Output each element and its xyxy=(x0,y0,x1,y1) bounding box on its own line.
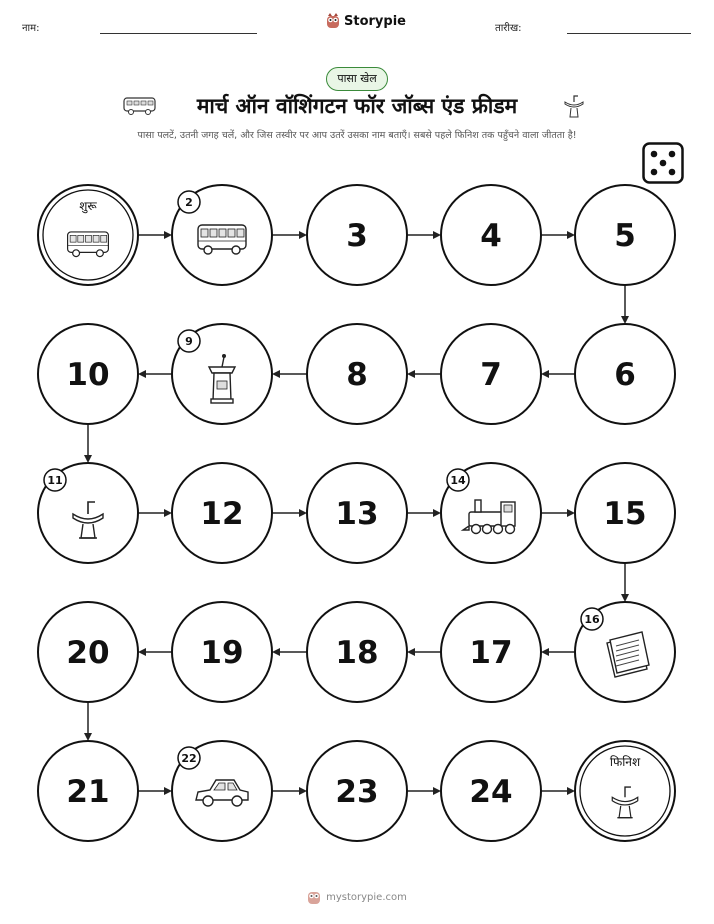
path-arrow xyxy=(407,648,441,656)
finish-label: फिनिश xyxy=(609,755,641,769)
path-arrow xyxy=(541,509,575,517)
path-arrow xyxy=(272,370,307,378)
brand-name: Storypie xyxy=(344,13,406,29)
start-label: शुरू xyxy=(79,199,97,213)
space-number: 12 xyxy=(200,496,244,532)
path-arrow xyxy=(541,648,575,656)
path-arrow xyxy=(541,370,575,378)
board-space-1[interactable] xyxy=(38,185,138,285)
bus-icon xyxy=(198,225,246,254)
board-space-4[interactable] xyxy=(441,185,541,285)
path-arrow xyxy=(621,285,629,324)
board-space-8[interactable] xyxy=(307,324,407,424)
space-number: 18 xyxy=(335,635,379,671)
path-arrow xyxy=(541,231,575,239)
board-space-9[interactable] xyxy=(172,324,272,424)
board-space-16[interactable] xyxy=(575,602,675,702)
space-number-badge xyxy=(178,330,200,352)
board-space-23[interactable] xyxy=(307,741,407,841)
board-space-7[interactable] xyxy=(441,324,541,424)
board-space-18[interactable] xyxy=(307,602,407,702)
space-number: 10 xyxy=(66,357,110,393)
board-space-22[interactable] xyxy=(172,741,272,841)
papers-icon xyxy=(607,632,649,677)
space-number: 21 xyxy=(66,774,110,810)
page-title: मार्च ऑन वॉशिंगटन फॉर जॉब्स एंड फ्रीडम xyxy=(196,94,518,118)
instructions: पासा पलटें, उतनी जगह चलें, और जिस तस्वीर पर आप उतरें उसका नाम बताएँ। सबसे पहले फिनिश तक पहुँचने वाला जीतता है! xyxy=(137,130,577,141)
path-arrow xyxy=(84,702,92,741)
date-label: तारीख: xyxy=(495,23,522,34)
path-arrow xyxy=(272,509,307,517)
space-number: 3 xyxy=(346,218,368,254)
space-number: 8 xyxy=(346,357,368,393)
path-arrow xyxy=(621,563,629,602)
space-number-badge xyxy=(44,469,66,491)
board-space-11[interactable] xyxy=(38,463,138,563)
space-number-badge xyxy=(178,191,200,213)
path-arrow xyxy=(138,787,172,795)
space-number: 5 xyxy=(614,218,636,254)
space-number: 15 xyxy=(603,496,647,532)
path-arrow xyxy=(272,787,307,795)
path-arrow xyxy=(407,370,441,378)
board-space-24[interactable] xyxy=(441,741,541,841)
space-number: 4 xyxy=(480,218,502,254)
space-number: 19 xyxy=(200,635,244,671)
path-arrow xyxy=(84,424,92,463)
board-space-21[interactable] xyxy=(38,741,138,841)
footer-url: mystorypie.com xyxy=(326,891,407,903)
path-arrow xyxy=(407,231,441,239)
space-number: 14 xyxy=(450,474,466,487)
board-space-3[interactable] xyxy=(307,185,407,285)
game-type-badge: पासा खेल xyxy=(326,67,388,91)
space-number: 7 xyxy=(480,357,502,393)
path-arrow xyxy=(138,648,172,656)
bus-icon xyxy=(68,232,109,257)
space-number: 17 xyxy=(469,635,513,671)
path-arrow xyxy=(138,509,172,517)
space-number: 23 xyxy=(335,774,379,810)
board-space-17[interactable] xyxy=(441,602,541,702)
board-space-13[interactable] xyxy=(307,463,407,563)
space-number-badge xyxy=(447,469,469,491)
board-space-20[interactable] xyxy=(38,602,138,702)
board-space-6[interactable] xyxy=(575,324,675,424)
path-arrow xyxy=(407,787,441,795)
space-number: 22 xyxy=(181,752,197,765)
space-number: 6 xyxy=(614,357,636,393)
footer xyxy=(0,889,714,905)
space-number: 9 xyxy=(185,335,193,348)
board-space-14[interactable] xyxy=(441,463,541,563)
space-number: 13 xyxy=(335,496,379,532)
board-space-12[interactable] xyxy=(172,463,272,563)
space-number: 2 xyxy=(185,196,193,209)
board-space-15[interactable] xyxy=(575,463,675,563)
board-space-19[interactable] xyxy=(172,602,272,702)
board-space-25[interactable] xyxy=(575,741,675,841)
path-arrow xyxy=(407,509,441,517)
board-space-5[interactable] xyxy=(575,185,675,285)
path-arrow xyxy=(138,370,172,378)
space-number-badge xyxy=(581,608,603,630)
board-space-10[interactable] xyxy=(38,324,138,424)
space-number: 20 xyxy=(66,635,110,671)
space-number: 11 xyxy=(47,474,63,487)
board-space-2[interactable] xyxy=(172,185,272,285)
space-number-badge xyxy=(178,747,200,769)
owl-icon xyxy=(307,889,321,905)
space-number: 24 xyxy=(469,774,513,810)
space-number: 16 xyxy=(584,613,600,626)
path-arrow xyxy=(272,231,307,239)
name-label: नाम: xyxy=(22,23,40,34)
path-arrow xyxy=(541,787,575,795)
path-arrow xyxy=(272,648,307,656)
path-arrow xyxy=(138,231,172,239)
